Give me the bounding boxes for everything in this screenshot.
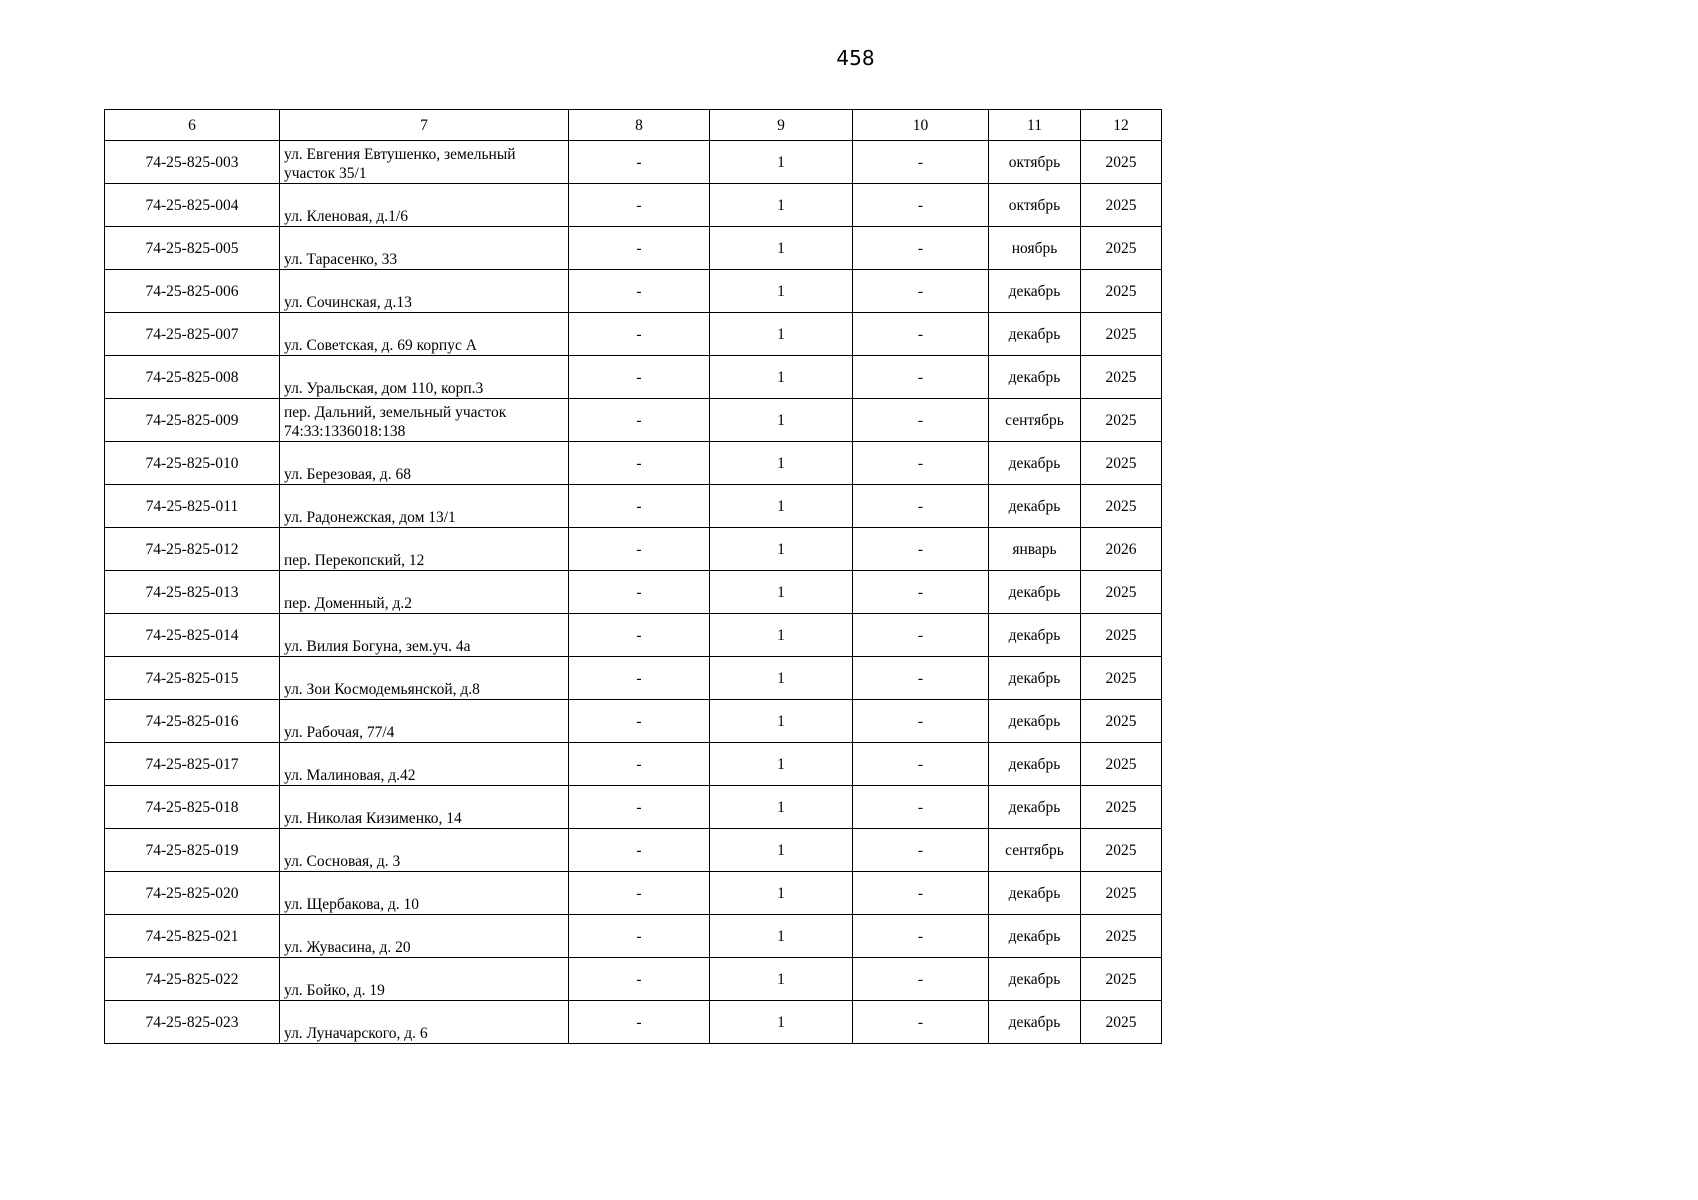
month-cell: декабрь bbox=[989, 700, 1081, 743]
column-8-cell: - bbox=[569, 313, 710, 356]
address-cell: ул. Рабочая, 77/4 bbox=[280, 700, 569, 743]
column-10-cell: - bbox=[853, 399, 989, 442]
column-10-cell: - bbox=[853, 700, 989, 743]
header-row bbox=[105, 110, 1162, 141]
object-code-cell: 74-25-825-017 bbox=[105, 743, 280, 786]
table-row bbox=[105, 958, 1162, 1001]
table-row bbox=[105, 442, 1162, 485]
month-cell: октябрь bbox=[989, 141, 1081, 184]
address-cell: ул. Сочинская, д.13 bbox=[280, 270, 569, 313]
month-cell: декабрь bbox=[989, 442, 1081, 485]
column-9-cell: 1 bbox=[710, 528, 853, 571]
column-8-cell: - bbox=[569, 872, 710, 915]
address-cell: ул. Советская, д. 69 корпус А bbox=[280, 313, 569, 356]
column-8-cell: - bbox=[569, 356, 710, 399]
year-cell: 2025 bbox=[1081, 184, 1162, 227]
table-row bbox=[105, 700, 1162, 743]
address-cell: ул. Николая Кизименко, 14 bbox=[280, 786, 569, 829]
month-cell: декабрь bbox=[989, 485, 1081, 528]
column-9-cell: 1 bbox=[710, 184, 853, 227]
column-9-cell: 1 bbox=[710, 786, 853, 829]
column-9-cell: 1 bbox=[710, 1001, 853, 1044]
column-10-cell: - bbox=[853, 958, 989, 1001]
month-cell: декабрь bbox=[989, 958, 1081, 1001]
year-cell: 2025 bbox=[1081, 915, 1162, 958]
column-9-cell: 1 bbox=[710, 829, 853, 872]
column-9-cell: 1 bbox=[710, 614, 853, 657]
year-cell: 2025 bbox=[1081, 399, 1162, 442]
column-8-cell: - bbox=[569, 743, 710, 786]
column-9-cell: 1 bbox=[710, 270, 853, 313]
object-code-cell: 74-25-825-008 bbox=[105, 356, 280, 399]
column-10-cell: - bbox=[853, 227, 989, 270]
table-body bbox=[105, 141, 1162, 1044]
address-cell: ул. Зои Космодемьянской, д.8 bbox=[280, 657, 569, 700]
address-cell: ул. Вилия Богуна, зем.уч. 4а bbox=[280, 614, 569, 657]
year-cell: 2025 bbox=[1081, 1001, 1162, 1044]
address-cell: пер. Перекопский, 12 bbox=[280, 528, 569, 571]
column-10-cell: - bbox=[853, 313, 989, 356]
column-10-cell: - bbox=[853, 614, 989, 657]
month-cell: декабрь bbox=[989, 1001, 1081, 1044]
object-code-cell: 74-25-825-018 bbox=[105, 786, 280, 829]
month-cell: декабрь bbox=[989, 571, 1081, 614]
table-row bbox=[105, 485, 1162, 528]
year-cell: 2025 bbox=[1081, 872, 1162, 915]
year-cell: 2025 bbox=[1081, 313, 1162, 356]
column-header-7: 7 bbox=[280, 110, 569, 141]
object-code-cell: 74-25-825-011 bbox=[105, 485, 280, 528]
object-code-cell: 74-25-825-003 bbox=[105, 141, 280, 184]
column-8-cell: - bbox=[569, 399, 710, 442]
column-9-cell: 1 bbox=[710, 571, 853, 614]
column-10-cell: - bbox=[853, 829, 989, 872]
column-8-cell: - bbox=[569, 657, 710, 700]
table-row bbox=[105, 829, 1162, 872]
month-cell: ноябрь bbox=[989, 227, 1081, 270]
column-10-cell: - bbox=[853, 141, 989, 184]
address-cell: ул. Малиновая, д.42 bbox=[280, 743, 569, 786]
column-10-cell: - bbox=[853, 270, 989, 313]
year-cell: 2025 bbox=[1081, 571, 1162, 614]
column-header-10: 10 bbox=[853, 110, 989, 141]
column-header-6: 6 bbox=[105, 110, 280, 141]
column-8-cell: - bbox=[569, 442, 710, 485]
object-code-cell: 74-25-825-006 bbox=[105, 270, 280, 313]
month-cell: декабрь bbox=[989, 915, 1081, 958]
table-row bbox=[105, 356, 1162, 399]
address-cell: ул. Щербакова, д. 10 bbox=[280, 872, 569, 915]
column-10-cell: - bbox=[853, 571, 989, 614]
month-cell: декабрь bbox=[989, 313, 1081, 356]
column-8-cell: - bbox=[569, 786, 710, 829]
year-cell: 2025 bbox=[1081, 743, 1162, 786]
column-8-cell: - bbox=[569, 184, 710, 227]
column-10-cell: - bbox=[853, 528, 989, 571]
column-10-cell: - bbox=[853, 743, 989, 786]
table-row bbox=[105, 528, 1162, 571]
column-8-cell: - bbox=[569, 227, 710, 270]
column-9-cell: 1 bbox=[710, 485, 853, 528]
column-9-cell: 1 bbox=[710, 227, 853, 270]
year-cell: 2025 bbox=[1081, 485, 1162, 528]
table-row bbox=[105, 141, 1162, 184]
column-8-cell: - bbox=[569, 829, 710, 872]
object-code-cell: 74-25-825-020 bbox=[105, 872, 280, 915]
address-cell: пер. Доменный, д.2 bbox=[280, 571, 569, 614]
table-row bbox=[105, 743, 1162, 786]
table-row bbox=[105, 227, 1162, 270]
month-cell: декабрь bbox=[989, 270, 1081, 313]
column-10-cell: - bbox=[853, 915, 989, 958]
month-cell: январь bbox=[989, 528, 1081, 571]
column-8-cell: - bbox=[569, 700, 710, 743]
column-10-cell: - bbox=[853, 657, 989, 700]
page-number: 458 bbox=[836, 46, 875, 70]
column-10-cell: - bbox=[853, 1001, 989, 1044]
year-cell: 2025 bbox=[1081, 700, 1162, 743]
month-cell: декабрь bbox=[989, 743, 1081, 786]
year-cell: 2025 bbox=[1081, 270, 1162, 313]
table-row bbox=[105, 399, 1162, 442]
month-cell: октябрь bbox=[989, 184, 1081, 227]
object-code-cell: 74-25-825-013 bbox=[105, 571, 280, 614]
column-8-cell: - bbox=[569, 485, 710, 528]
column-9-cell: 1 bbox=[710, 313, 853, 356]
table-row bbox=[105, 571, 1162, 614]
column-9-cell: 1 bbox=[710, 399, 853, 442]
column-8-cell: - bbox=[569, 915, 710, 958]
column-header-11: 11 bbox=[989, 110, 1081, 141]
column-header-8: 8 bbox=[569, 110, 710, 141]
column-10-cell: - bbox=[853, 356, 989, 399]
column-8-cell: - bbox=[569, 958, 710, 1001]
object-code-cell: 74-25-825-012 bbox=[105, 528, 280, 571]
address-cell: пер. Дальний, земельный участок 74:33:1336018:138 bbox=[280, 399, 569, 442]
column-9-cell: 1 bbox=[710, 700, 853, 743]
object-code-cell: 74-25-825-023 bbox=[105, 1001, 280, 1044]
registry-table bbox=[104, 109, 1162, 1044]
year-cell: 2025 bbox=[1081, 614, 1162, 657]
column-8-cell: - bbox=[569, 141, 710, 184]
table-row bbox=[105, 614, 1162, 657]
month-cell: декабрь bbox=[989, 786, 1081, 829]
year-cell: 2026 bbox=[1081, 528, 1162, 571]
table-row bbox=[105, 657, 1162, 700]
table-row bbox=[105, 786, 1162, 829]
object-code-cell: 74-25-825-010 bbox=[105, 442, 280, 485]
column-9-cell: 1 bbox=[710, 442, 853, 485]
month-cell: сентябрь bbox=[989, 399, 1081, 442]
column-9-cell: 1 bbox=[710, 743, 853, 786]
year-cell: 2025 bbox=[1081, 829, 1162, 872]
object-code-cell: 74-25-825-009 bbox=[105, 399, 280, 442]
month-cell: декабрь bbox=[989, 356, 1081, 399]
table-row bbox=[105, 915, 1162, 958]
column-8-cell: - bbox=[569, 614, 710, 657]
table-row bbox=[105, 270, 1162, 313]
column-9-cell: 1 bbox=[710, 657, 853, 700]
column-9-cell: 1 bbox=[710, 915, 853, 958]
table-row bbox=[105, 1001, 1162, 1044]
year-cell: 2025 bbox=[1081, 227, 1162, 270]
object-code-cell: 74-25-825-007 bbox=[105, 313, 280, 356]
year-cell: 2025 bbox=[1081, 141, 1162, 184]
column-9-cell: 1 bbox=[710, 141, 853, 184]
object-code-cell: 74-25-825-016 bbox=[105, 700, 280, 743]
column-header-12: 12 bbox=[1081, 110, 1162, 141]
month-cell: декабрь bbox=[989, 614, 1081, 657]
column-10-cell: - bbox=[853, 485, 989, 528]
object-code-cell: 74-25-825-022 bbox=[105, 958, 280, 1001]
month-cell: декабрь bbox=[989, 657, 1081, 700]
object-code-cell: 74-25-825-021 bbox=[105, 915, 280, 958]
year-cell: 2025 bbox=[1081, 958, 1162, 1001]
object-code-cell: 74-25-825-015 bbox=[105, 657, 280, 700]
address-cell: ул. Жувасина, д. 20 bbox=[280, 915, 569, 958]
column-9-cell: 1 bbox=[710, 872, 853, 915]
table-row bbox=[105, 184, 1162, 227]
table-row bbox=[105, 313, 1162, 356]
column-10-cell: - bbox=[853, 872, 989, 915]
address-cell: ул. Евгения Евтушенко, земельный участок 35/1 bbox=[280, 141, 569, 184]
year-cell: 2025 bbox=[1081, 786, 1162, 829]
table-row bbox=[105, 872, 1162, 915]
column-8-cell: - bbox=[569, 1001, 710, 1044]
year-cell: 2025 bbox=[1081, 442, 1162, 485]
year-cell: 2025 bbox=[1081, 356, 1162, 399]
month-cell: декабрь bbox=[989, 872, 1081, 915]
address-cell: ул. Березовая, д. 68 bbox=[280, 442, 569, 485]
table-header bbox=[105, 110, 1162, 141]
address-cell: ул. Радонежская, дом 13/1 bbox=[280, 485, 569, 528]
address-cell: ул. Уральская, дом 110, корп.3 bbox=[280, 356, 569, 399]
column-10-cell: - bbox=[853, 442, 989, 485]
year-cell: 2025 bbox=[1081, 657, 1162, 700]
column-10-cell: - bbox=[853, 184, 989, 227]
address-cell: ул. Тарасенко, 33 bbox=[280, 227, 569, 270]
object-code-cell: 74-25-825-019 bbox=[105, 829, 280, 872]
object-code-cell: 74-25-825-004 bbox=[105, 184, 280, 227]
object-code-cell: 74-25-825-005 bbox=[105, 227, 280, 270]
column-9-cell: 1 bbox=[710, 958, 853, 1001]
address-cell: ул. Сосновая, д. 3 bbox=[280, 829, 569, 872]
address-cell: ул. Кленовая, д.1/6 bbox=[280, 184, 569, 227]
column-8-cell: - bbox=[569, 571, 710, 614]
address-cell: ул. Луначарского, д. 6 bbox=[280, 1001, 569, 1044]
address-cell: ул. Бойко, д. 19 bbox=[280, 958, 569, 1001]
month-cell: сентябрь bbox=[989, 829, 1081, 872]
column-8-cell: - bbox=[569, 528, 710, 571]
column-8-cell: - bbox=[569, 270, 710, 313]
column-header-9: 9 bbox=[710, 110, 853, 141]
column-9-cell: 1 bbox=[710, 356, 853, 399]
object-code-cell: 74-25-825-014 bbox=[105, 614, 280, 657]
column-10-cell: - bbox=[853, 786, 989, 829]
